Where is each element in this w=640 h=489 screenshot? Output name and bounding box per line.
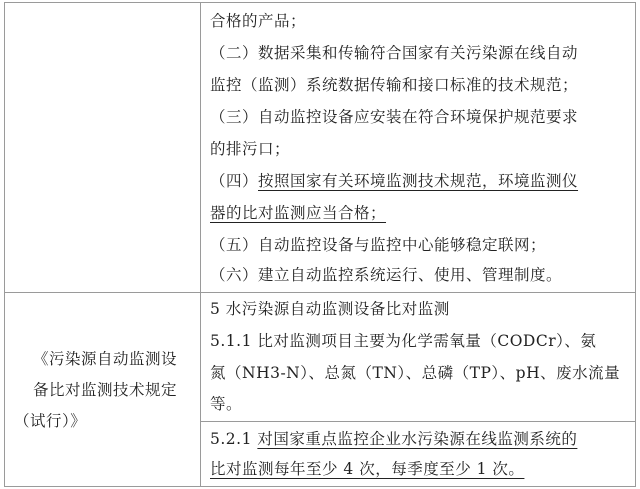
- regulation-title: [12, 344, 198, 437]
- para1-line-3: 等。: [210, 395, 243, 413]
- table-right-border: [635, 2, 636, 487]
- subrow-divider: [200, 421, 636, 422]
- table-bottom-border: [4, 486, 636, 487]
- item-4-underlined: 按照国家有关环境监测技术规范，环境监测仪: [258, 172, 579, 190]
- section-heading: 5 水污染源自动监测设备比对监测: [210, 300, 450, 318]
- regulation-title-line-2: 备比对监测技术规定: [32, 381, 177, 399]
- row-divider: [4, 292, 636, 293]
- regulation-title-line-1: 《污染源自动监测设: [32, 350, 177, 368]
- row1-line-3: 监控（监测）系统数据传输和接口标准的技术规范；: [210, 76, 579, 94]
- regulation-table: [4, 2, 636, 487]
- row1-line-7: 器的比对监测应当合格；: [210, 204, 387, 222]
- regulation-title-line-3: （试行）》: [14, 412, 87, 430]
- row1-line-6: [210, 166, 578, 196]
- row1-line-5: 的排污口；: [210, 140, 291, 158]
- row1-line-4: （三）自动监控设备应安装在符合环境保护规范要求: [210, 108, 579, 126]
- row1-line-2: （二）数据采集和传输符合国家有关污染源在线自动: [210, 44, 579, 62]
- para2-number: 5.2.1: [210, 430, 258, 448]
- item-4-prefix: （四）: [210, 172, 259, 190]
- table-left-border: [4, 2, 5, 487]
- table-top-border: [4, 2, 636, 3]
- para1-line-2: 氮（NH3-N）、总氮（TN）、总磷（TP）、pH、废水流量: [210, 364, 621, 382]
- column-divider: [200, 2, 201, 487]
- para2-underlined-1: 对国家重点监控企业水污染源在线监测系统的: [257, 430, 578, 448]
- row1-line-1: 合格的产品；: [210, 12, 307, 30]
- para2-line-1: [210, 424, 577, 454]
- para1-line-1: 5.1.1 比对监测项目主要为化学需氧量（CODCr）、氨: [210, 332, 597, 350]
- row1-line-9: （六）建立自动监控系统运行、使用、管理制度。: [210, 266, 563, 284]
- para2-line-2: 比对监测每年至少 4 次，每季度至少 1 次。: [210, 460, 525, 478]
- row1-line-8: （五）自动监控设备与监控中心能够稳定联网；: [210, 236, 547, 254]
